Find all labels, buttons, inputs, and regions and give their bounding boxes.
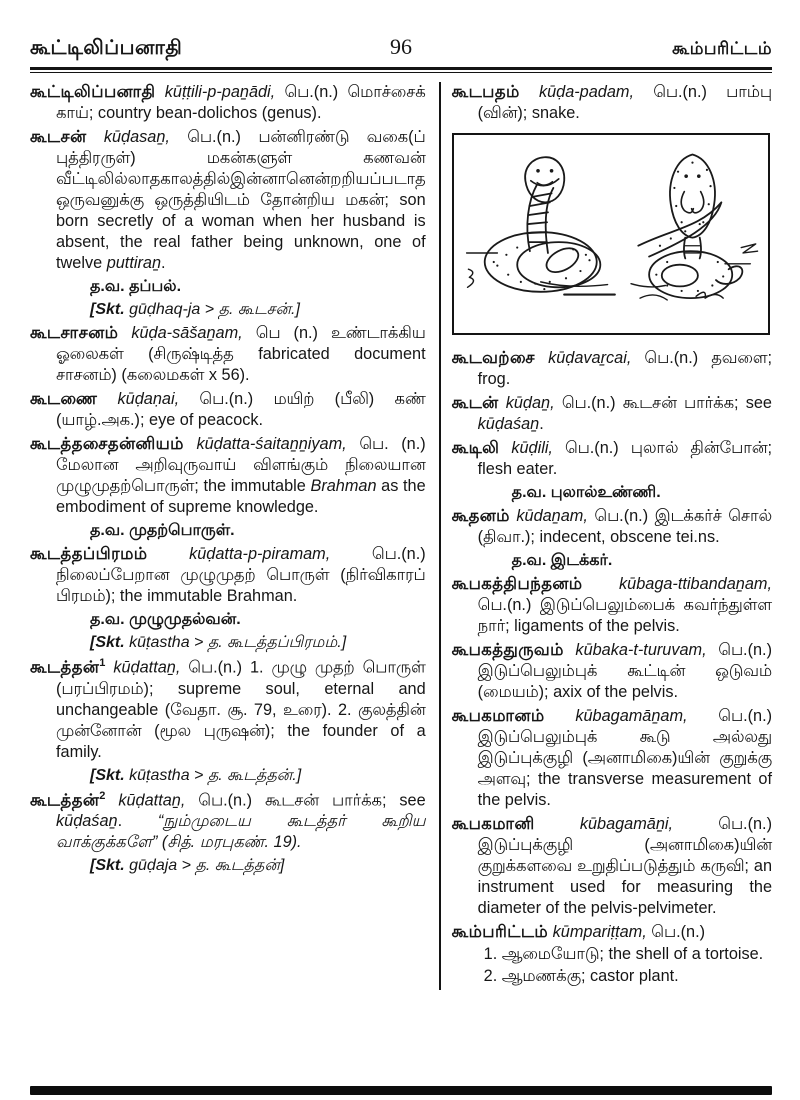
entry-text xyxy=(452,348,772,390)
headword: கூடிலி xyxy=(451,439,500,458)
transliteration: kūḍili, xyxy=(511,439,553,458)
headword: கூபகத்துருவம் xyxy=(451,641,564,660)
scan-edge-bar xyxy=(30,1086,772,1095)
dictionary-entry xyxy=(452,348,772,390)
headword: கூட்டிலிப்பனாதி xyxy=(30,83,156,101)
right-column xyxy=(441,82,772,990)
etymology-line: [Skt. gūḍhaq-ja > த. கூடசன்.] xyxy=(90,301,300,319)
dictionary-entry xyxy=(30,544,426,653)
entry-text xyxy=(30,544,426,607)
pos-label: பெ.(n.) xyxy=(718,815,772,834)
headword: கூடத்தன் xyxy=(30,791,100,810)
headword: கூடவற்சை xyxy=(451,349,536,368)
transliteration: kūḍaṉ, xyxy=(505,394,555,413)
snake-illustration xyxy=(454,135,768,333)
dictionary-entry xyxy=(30,82,426,124)
tamil-equivalent-line: த.வ. முதற்பொருள். xyxy=(90,522,235,540)
headword: கூபகத்திபந்தனம் xyxy=(451,575,583,594)
transliteration: kūbagamāṉam, xyxy=(575,707,688,726)
pos-label: பெ. (n.) xyxy=(359,435,426,454)
body-segment: மயிற் (பீலி) கண் (யாழ்.அக.); eye of peacock. xyxy=(56,390,426,430)
transliteration: kūbaka-t-turuvam, xyxy=(575,641,707,660)
left-column xyxy=(30,82,439,990)
headword-index: 1 xyxy=(99,657,106,670)
dictionary-entry xyxy=(452,640,772,703)
pos-label: பெ.(n.) xyxy=(198,791,253,810)
body-segment: kūḍaśaṉ xyxy=(56,812,118,831)
body-segment: மேலான அறிவுருவாய் விளங்கும் நிலையான முழுமுதற்பொருள்; the immutable xyxy=(56,456,426,496)
body-segment: “நும்முடைய கூடத்தர் கூறிய வாக்குக்களே” (சித். மரபுகண். 19). xyxy=(56,812,426,852)
dictionary-entry xyxy=(452,393,772,435)
pos-label: பெ.(n.) xyxy=(371,545,426,564)
headword: கூபகமானம் xyxy=(451,707,545,726)
headword: கூடன் xyxy=(451,394,499,413)
dictionary-entry xyxy=(452,506,772,571)
pos-label: பெ.(n.) xyxy=(718,707,773,726)
tamil-equivalent-line: த.வ. புலால்உண்ணி. xyxy=(511,484,661,502)
body-segment: 1. முழு முதற் பொருள் (பரப்பிரமம்); supreme soul, eternal and unchangeable (வேதா. சூ. 79, உரை). 2. குலத்தின் முன்னோன் (மூல புருஷன்); the founder of a family. xyxy=(56,658,426,761)
body-segment: இடுப்பெலும்பைக் கவர்ந்துள்ள நார்; ligaments of the pelvis. xyxy=(477,596,772,636)
body-segment: . xyxy=(117,812,158,831)
headword: கூடத்தன் xyxy=(30,658,100,677)
transliteration: kūmpariṭṭam, xyxy=(552,923,647,942)
etymology-line: [Skt. kūṭastha > த. கூடத்தப்பிரமம்.] xyxy=(90,634,347,652)
transliteration: kūḍavaṟcai, xyxy=(548,349,632,368)
dictionary-entry xyxy=(452,706,772,811)
pos-label: பெ.(n.) xyxy=(187,128,241,147)
entry-text xyxy=(452,393,772,435)
transliteration: kūbaga-ttibandaṉam, xyxy=(619,575,772,594)
headword: கூம்பரிட்டம் xyxy=(451,923,549,942)
pos-label: பெ.(n.) xyxy=(718,641,772,660)
etymology-lead: [Skt. xyxy=(90,857,125,875)
body-segment: பாம்பு (வின்); snake. xyxy=(477,83,772,123)
body-segment: kūḍaśaṉ xyxy=(477,415,540,434)
pos-label: பெ.(n.) xyxy=(188,658,243,677)
etymology-lead: [Skt. xyxy=(90,634,125,652)
entry-text xyxy=(30,389,426,431)
snake-figure xyxy=(452,133,770,335)
headword: கூபகமானி xyxy=(451,815,535,834)
transliteration: kūḍa-sāšaṉam, xyxy=(131,324,243,343)
entry-text xyxy=(452,506,772,548)
dictionary-entry xyxy=(452,922,772,987)
body-segment: . xyxy=(539,415,544,434)
entry-text xyxy=(452,438,772,480)
transliteration: kūḍa-padam, xyxy=(538,83,634,101)
header-rule xyxy=(30,67,772,73)
entry-text xyxy=(452,640,772,703)
page-header xyxy=(30,34,772,62)
pos-label: பெ.(n.) xyxy=(561,394,616,413)
text-columns xyxy=(30,82,772,990)
tamil-equivalent-line: த.வ. முழுமுதல்வன். xyxy=(90,611,241,629)
tamil-equivalent-line: த.வ. தப்பல். xyxy=(90,278,182,296)
headword-index: 2 xyxy=(99,789,106,802)
entry-text xyxy=(30,434,426,518)
transliteration: kūḍattaṉ, xyxy=(118,791,186,810)
body-segment: . xyxy=(161,254,166,273)
headword: கூடத்தப்பிரமம் xyxy=(30,545,148,564)
page-number: 96 xyxy=(390,34,412,59)
dictionary-entry xyxy=(452,438,772,503)
transliteration: kūḍatta-p-piramam, xyxy=(189,545,331,564)
entry-text xyxy=(30,323,426,386)
headword: கூடபதம் xyxy=(451,83,520,101)
header-right-keyword: கூம்பரிட்டம் xyxy=(672,39,772,58)
transliteration: kūbagamāṉi, xyxy=(579,815,674,834)
pos-label: பெ.(n.) xyxy=(651,923,706,942)
body-segment: உண்டாக்கிய ஓலைகள் (சிருஷ்டித்த fabricated document சாசனம்) (கலைமகள் x 56). xyxy=(56,324,426,385)
pos-label: பெ.(n.) xyxy=(199,390,254,409)
body-segment: இடுப்பெலும்புக் கூட்டின் ஒடுவம் (மையம்); axix of the pelvis. xyxy=(477,662,772,702)
transliteration: kūḍattaṉ, xyxy=(113,658,181,677)
dictionary-entry xyxy=(452,82,772,124)
pos-label: பெ.(n.) xyxy=(594,507,649,526)
headword: கூடசாசனம் xyxy=(30,324,119,343)
body-segment: பன்னிரண்டு வகை(ப் புத்திரருள்) மகன்களுள் கணவன் வீட்டிலில்லாதகாலத்தில்இன்னானென்றறியப்படாத ஒருவனுக்கு ஒருத்தியிடம் தோன்றிய மகன்; son born secretly of a woman when her husband is absent, the real father being unknown, one of twelve xyxy=(56,128,426,273)
etymology-line: [Skt. kūṭastha > த. கூடத்தன்.] xyxy=(90,766,302,784)
body-segment: இடுப்புக்குழி (அனாமிகை)யின் குறுக்களவை உறுதிப்படுத்தும் கருவி; an instrument used for measuring the diameter of the pelvis-pelvimeter. xyxy=(477,836,772,918)
entry-text xyxy=(30,82,426,124)
pos-label: பெ.(n.) xyxy=(477,596,532,615)
etymology-lead: [Skt. xyxy=(90,301,125,319)
headword: கூடத்தசைதன்னியம் xyxy=(30,435,184,454)
body-segment: as the embodiment of supreme knowledge. xyxy=(56,477,426,517)
entry-text xyxy=(30,656,426,763)
headword: கூடசன் xyxy=(30,128,87,147)
body-segment: கூடசன் பார்க்க; see xyxy=(264,791,426,810)
entry-text xyxy=(30,789,426,853)
headword: கூடணை xyxy=(30,390,98,409)
pos-label: பெ.(n.) xyxy=(564,439,619,458)
sense-line: 2. ஆமணக்கு; castor plant. xyxy=(483,967,679,986)
entry-text xyxy=(30,127,426,274)
body-segment: இடுப்பெலும்புக் கூடு அல்லது இடுப்புக்குழி (அனாமிகை)யின் குறுக்கு அளவு; the transverse measurement of the pelvis. xyxy=(477,728,772,810)
etymology-line: [Skt. gūḍaja > த. கூடத்தன்] xyxy=(90,857,285,875)
entry-text xyxy=(452,814,772,919)
body-segment: மொச்சைக் காய்; country bean-dolichos (genus). xyxy=(56,83,426,123)
pos-label: பெ.(n.) xyxy=(284,83,339,101)
etymology-lead: [Skt. xyxy=(90,766,125,784)
dictionary-entry xyxy=(30,434,426,541)
body-segment: நிலைப்பேறான முழுமுதற் பொருள் (நிர்விகாரப் பிரமம்); the immutable Brahman. xyxy=(56,566,426,606)
headword: கூதனம் xyxy=(451,507,510,526)
transliteration: kūṭṭili-p-paṉādi, xyxy=(164,83,276,101)
pos-label: பெ.(n.) xyxy=(644,349,699,368)
body-segment: puttiraṉ xyxy=(106,254,161,273)
body-segment: புலால் தின்போன்; flesh eater. xyxy=(477,439,773,479)
transliteration: kūdaṉam, xyxy=(516,507,588,526)
dictionary-entry xyxy=(30,789,426,876)
body-segment: இடக்கர்ச் சொல் (திவா.); indecent, obscene tei.ns. xyxy=(477,507,772,547)
entry-text xyxy=(452,706,772,811)
transliteration: kūḍasaṉ, xyxy=(103,128,170,147)
dictionary-entry xyxy=(30,127,426,320)
header-left-keyword: கூட்டிலிப்பனாதி xyxy=(30,37,183,59)
pos-label: பெ (n.) xyxy=(255,324,318,343)
entry-text xyxy=(452,82,772,124)
sense-line: 1. ஆமையோடு; the shell of a tortoise. xyxy=(483,945,764,964)
transliteration: kūḍaṇai, xyxy=(117,390,180,409)
dictionary-entry xyxy=(30,389,426,431)
body-segment: கூடசன் பார்க்க; see xyxy=(622,394,772,413)
tamil-equivalent-line: த.வ. இடக்கர். xyxy=(511,552,613,570)
dictionary-entry xyxy=(452,574,772,637)
dictionary-entry xyxy=(452,814,772,919)
ground-lines xyxy=(466,244,757,300)
transliteration: kūḍatta-śaitaṉṉiyam, xyxy=(196,435,347,454)
dictionary-entry xyxy=(30,656,426,786)
entry-text xyxy=(452,922,772,943)
entry-text xyxy=(452,574,772,637)
body-segment: தவளை; frog. xyxy=(477,349,773,389)
dictionary-entry xyxy=(30,323,426,386)
body-segment: Brahman xyxy=(310,477,377,496)
pos-label: பெ.(n.) xyxy=(653,83,707,101)
